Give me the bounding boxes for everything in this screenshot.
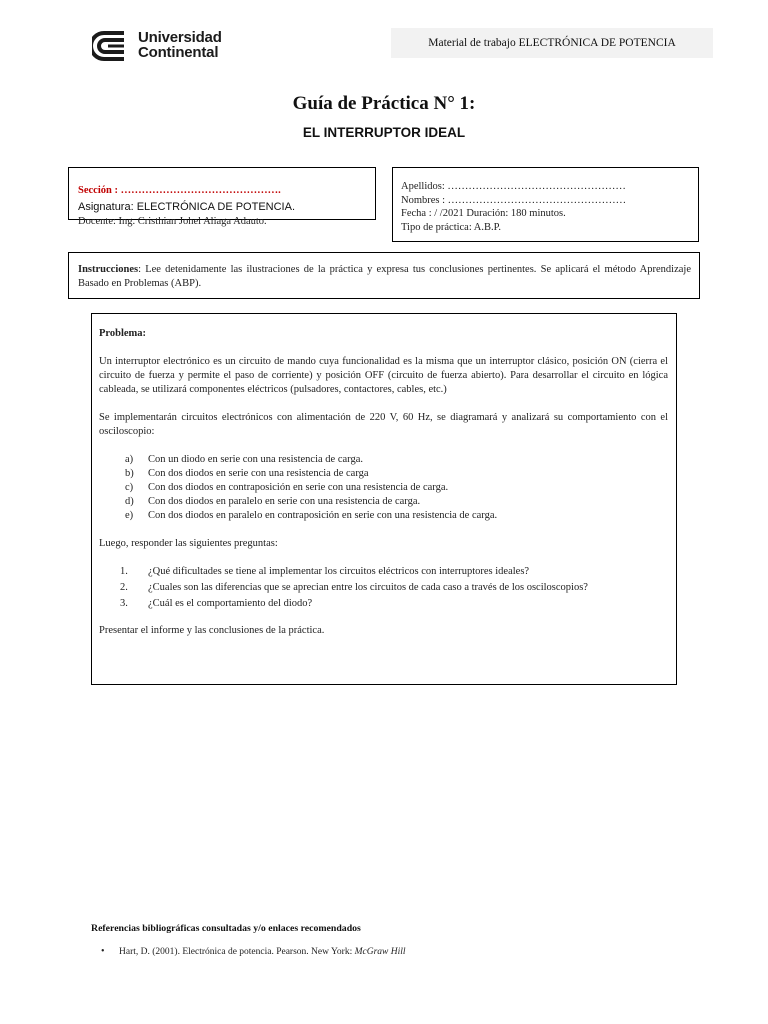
fecha-field: Fecha : / /2021 Duración: 180 minutos. <box>401 208 566 219</box>
question-marker: 2. <box>120 582 128 593</box>
instructions-box <box>68 252 700 299</box>
list-marker: a) <box>125 454 134 465</box>
problem-paragraph-1: Un interruptor electrónico es un circuito de mando cuya funcionalidad es la misma que un interruptor clásico, posición ON (cierra el circuito de fuerza y permite el paso de corriente) y posición OFF (circuito de fuerza abierto). Para desarrollar el circuito en lógica cableada, se utilizará componentes eléctricos (pulsadores, contactores, cables, etc.) <box>99 356 668 395</box>
problem-paragraph-2: Se implementarán circuitos electrónicos con alimentación de 220 V, 60 Hz, se diagramará y analizará su comportamiento con el osciloscopio: <box>99 412 668 437</box>
problem-paragraph-4: Presentar el informe y las conclusiones de la práctica. <box>99 625 325 636</box>
nombres-field: Nombres : …………………………………………… <box>401 194 627 206</box>
logo-line-1: Universidad <box>138 29 222 46</box>
list-text: Con un diodo en serie con una resistencia de carga. <box>148 454 363 465</box>
list-marker: e) <box>125 510 134 521</box>
question-item <box>99 565 668 579</box>
question-text: ¿Cuál es el comportamiento del diodo? <box>148 598 313 609</box>
reference-text: Hart, D. (2001). Electrónica de potencia. Pearson. New York: <box>119 947 355 957</box>
list-marker: b) <box>125 468 134 479</box>
list-text: Con dos diodos en paralelo en serie con una resistencia de carga. <box>148 496 421 507</box>
list-marker: c) <box>125 482 134 493</box>
logo-mark-icon <box>92 30 128 62</box>
page-title: Guía de Práctica N° 1: <box>292 93 476 114</box>
asignatura-text: Asignatura: ELECTRÓNICA DE POTENCIA. <box>78 201 296 213</box>
apellidos-field: Apellidos: …………………………………………… <box>401 181 626 192</box>
problem-heading: Problema: <box>99 328 147 339</box>
docente-text: Docente: Ing. Cristhian Johel Aliaga Adauto. <box>78 216 267 227</box>
university-logo <box>92 30 242 64</box>
question-item <box>99 581 668 595</box>
question-item <box>99 597 668 611</box>
course-info-box <box>68 167 376 227</box>
list-text: Con dos diodos en paralelo en contraposición en serie con una resistencia de carga. <box>148 510 498 521</box>
references-title: Referencias bibliográficas consultadas y/o enlaces recomendados <box>91 923 361 934</box>
problem-box <box>91 313 677 685</box>
questions-list <box>99 565 668 611</box>
bullet-icon: • <box>101 946 105 957</box>
list-item <box>99 481 668 495</box>
list-marker: d) <box>125 496 134 507</box>
question-text: ¿Cuales son las diferencias que se aprecian entre los circuitos de cada caso a través de los osciloscopios? <box>148 582 588 593</box>
list-item <box>99 509 668 523</box>
student-info-box <box>392 167 699 242</box>
list-text: Con dos diodos en serie con una resistencia de carga <box>148 468 369 479</box>
question-marker: 1. <box>120 566 128 577</box>
seccion-field: Sección : ………………………………………. <box>78 185 281 196</box>
tipo-practica-field: Tipo de práctica: A.B.P. <box>401 221 501 233</box>
reference-publisher: McGraw Hill <box>354 947 406 957</box>
instructions-text: : Lee detenidamente las ilustraciones de la práctica y expresa tus conclusiones pertinentes. Se aplicará el método Aprendizaje Basado en Problemas (ABP). <box>78 264 691 289</box>
list-item <box>99 495 668 509</box>
logo-line-2: Continental <box>138 44 219 61</box>
list-text: Con dos diodos en contraposición en serie con una resistencia de carga. <box>148 482 449 493</box>
instructions-label: Instrucciones <box>78 264 139 275</box>
question-text: ¿Qué dificultades se tiene al implementar los circuitos eléctricos con interruptores ideales? <box>148 566 530 577</box>
logo-text <box>138 30 222 60</box>
list-item <box>99 467 668 481</box>
header-tag: Material de trabajo ELECTRÓNICA DE POTENCIA <box>391 28 713 58</box>
list-item <box>99 453 668 467</box>
circuit-list <box>99 453 668 523</box>
page-subtitle: EL INTERRUPTOR IDEAL <box>302 125 466 140</box>
question-marker: 3. <box>120 598 128 609</box>
problem-paragraph-3: Luego, responder las siguientes preguntas: <box>99 538 278 549</box>
reference-item <box>119 947 406 957</box>
